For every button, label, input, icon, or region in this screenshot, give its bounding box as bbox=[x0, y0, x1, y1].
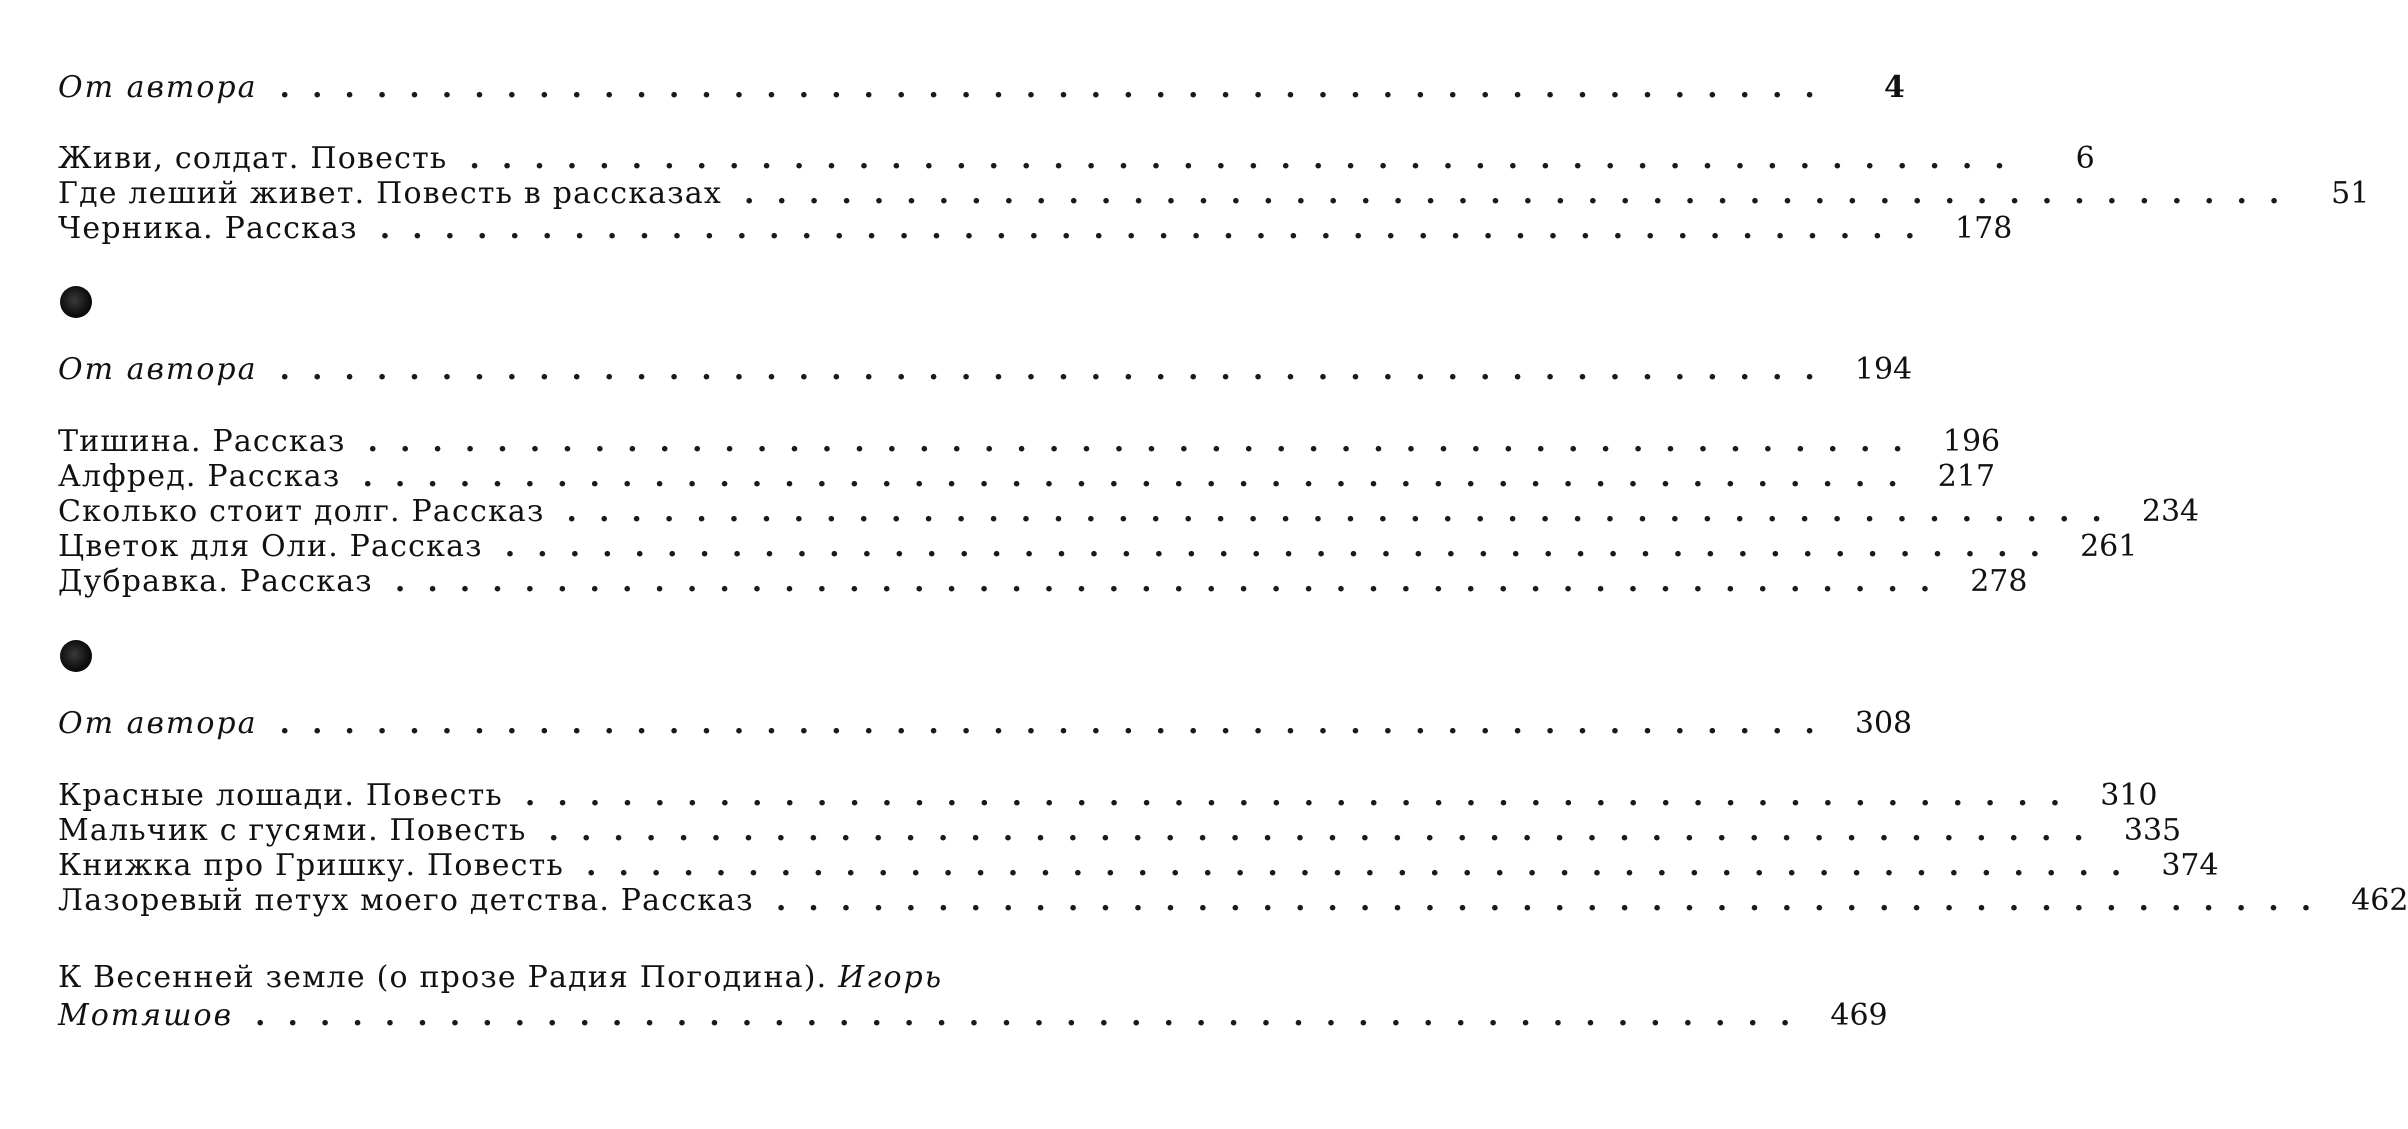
leader-dots: ................................................ bbox=[394, 564, 1953, 599]
toc-entry-page: 196 bbox=[1942, 424, 2001, 459]
toc-entry[interactable] bbox=[58, 529, 2138, 565]
toc-entry-title: Черника. Рассказ bbox=[58, 211, 358, 246]
toc-entry-title: Красные лошади. Повесть bbox=[58, 778, 503, 813]
toc-entry-page: 335 bbox=[2123, 813, 2182, 848]
leader-dots: ................................................ bbox=[469, 141, 2027, 176]
toc-entry-afterword-line2[interactable] bbox=[58, 998, 1888, 1034]
toc-entry-title: Лазоревый петух моего детства. Рассказ bbox=[58, 883, 754, 918]
toc-entry-title: От автора bbox=[58, 706, 258, 741]
toc-entry-title: Дубравка. Рассказ bbox=[58, 564, 373, 599]
leader-dots: ................................................ bbox=[744, 176, 2302, 211]
toc-entry-title: Цветок для Оли. Рассказ bbox=[58, 529, 483, 564]
toc-entry-page: 234 bbox=[2141, 494, 2200, 529]
toc-entry-page: 194 bbox=[1854, 352, 1913, 387]
toc-entry-page: 217 bbox=[1937, 459, 1996, 494]
leader-dots: ................................................ bbox=[775, 883, 2334, 918]
leader-dots: ................................................ bbox=[548, 813, 2106, 848]
leader-dots: ................................................ bbox=[279, 70, 1837, 105]
leader-dots: ................................................ bbox=[586, 848, 2144, 883]
toc-entry-title: Где леший живет. Повесть в рассказах bbox=[58, 176, 723, 211]
toc-entry-title: Мальчик с гусями. Повесть bbox=[58, 813, 527, 848]
toc-entry-preface-2[interactable] bbox=[58, 352, 1913, 388]
leader-dots: ................................................ bbox=[367, 424, 1925, 459]
toc-entry-title: Алфред. Рассказ bbox=[58, 459, 341, 494]
toc-entry-title: Тишина. Рассказ bbox=[58, 424, 346, 459]
toc-entry-title: К Весенней земле (о прозе Радия Погодина). bbox=[58, 960, 828, 995]
toc-entry-page: 261 bbox=[2080, 529, 2138, 564]
leader-dots: ................................................ bbox=[255, 998, 1813, 1033]
toc-entry-page: 51 bbox=[2331, 176, 2370, 211]
toc-entry[interactable] bbox=[58, 424, 2001, 460]
leader-dots: ................................................ bbox=[279, 352, 1837, 387]
toc-entry-page: 178 bbox=[1955, 211, 2013, 246]
toc-entry[interactable] bbox=[58, 848, 2219, 884]
toc-entry-author: Игорь bbox=[838, 960, 944, 995]
toc-entry-title: Живи, солдат. Повесть bbox=[58, 141, 448, 176]
toc-entry[interactable] bbox=[58, 211, 2013, 247]
toc-entry[interactable] bbox=[58, 141, 2095, 177]
toc-entry[interactable] bbox=[58, 564, 2028, 600]
toc-entry[interactable] bbox=[58, 813, 2182, 849]
toc-entry-title: Сколько стоит долг. Рассказ bbox=[58, 494, 545, 529]
toc-entry-title: Книжка про Гришку. Повесть bbox=[58, 848, 564, 883]
toc-entry-page: 308 bbox=[1854, 706, 1913, 741]
toc-entry[interactable] bbox=[58, 459, 1996, 495]
toc-entry-preface-3[interactable] bbox=[58, 706, 1913, 742]
toc-entry-preface-1[interactable] bbox=[58, 70, 1905, 106]
leader-dots: ................................................ bbox=[279, 706, 1837, 741]
toc-entry-page: 6 bbox=[2075, 141, 2095, 176]
section-separator-dot bbox=[60, 286, 92, 318]
toc-entry-afterword-line1[interactable] bbox=[58, 960, 1115, 996]
toc-entry-page: 462 bbox=[2351, 883, 2408, 918]
leader-dots: ................................................ bbox=[362, 459, 1920, 494]
toc-entry-title: От автора bbox=[58, 352, 258, 387]
toc-entry[interactable] bbox=[58, 778, 2158, 814]
toc-entry-title: От автора bbox=[58, 70, 258, 105]
section-separator-dot bbox=[60, 640, 92, 672]
toc-entry[interactable] bbox=[58, 883, 2408, 919]
toc-entry-page: 310 bbox=[2100, 778, 2158, 813]
toc-entry[interactable] bbox=[58, 494, 2200, 530]
leader-dots: ................................................ bbox=[524, 778, 2083, 813]
toc-entry-page: 4 bbox=[1883, 70, 1905, 105]
toc-entry-page: 469 bbox=[1830, 998, 1888, 1033]
leader-dots: ................................................ bbox=[379, 211, 1938, 246]
toc-entry[interactable] bbox=[58, 176, 2370, 212]
toc-entry-page: 278 bbox=[1970, 564, 2028, 599]
toc-entry-page: 374 bbox=[2161, 848, 2219, 883]
leader-dots: ................................................ bbox=[504, 529, 2063, 564]
leader-dots: ................................................ bbox=[566, 494, 2124, 529]
toc-entry-author: Мотяшов bbox=[58, 998, 234, 1033]
